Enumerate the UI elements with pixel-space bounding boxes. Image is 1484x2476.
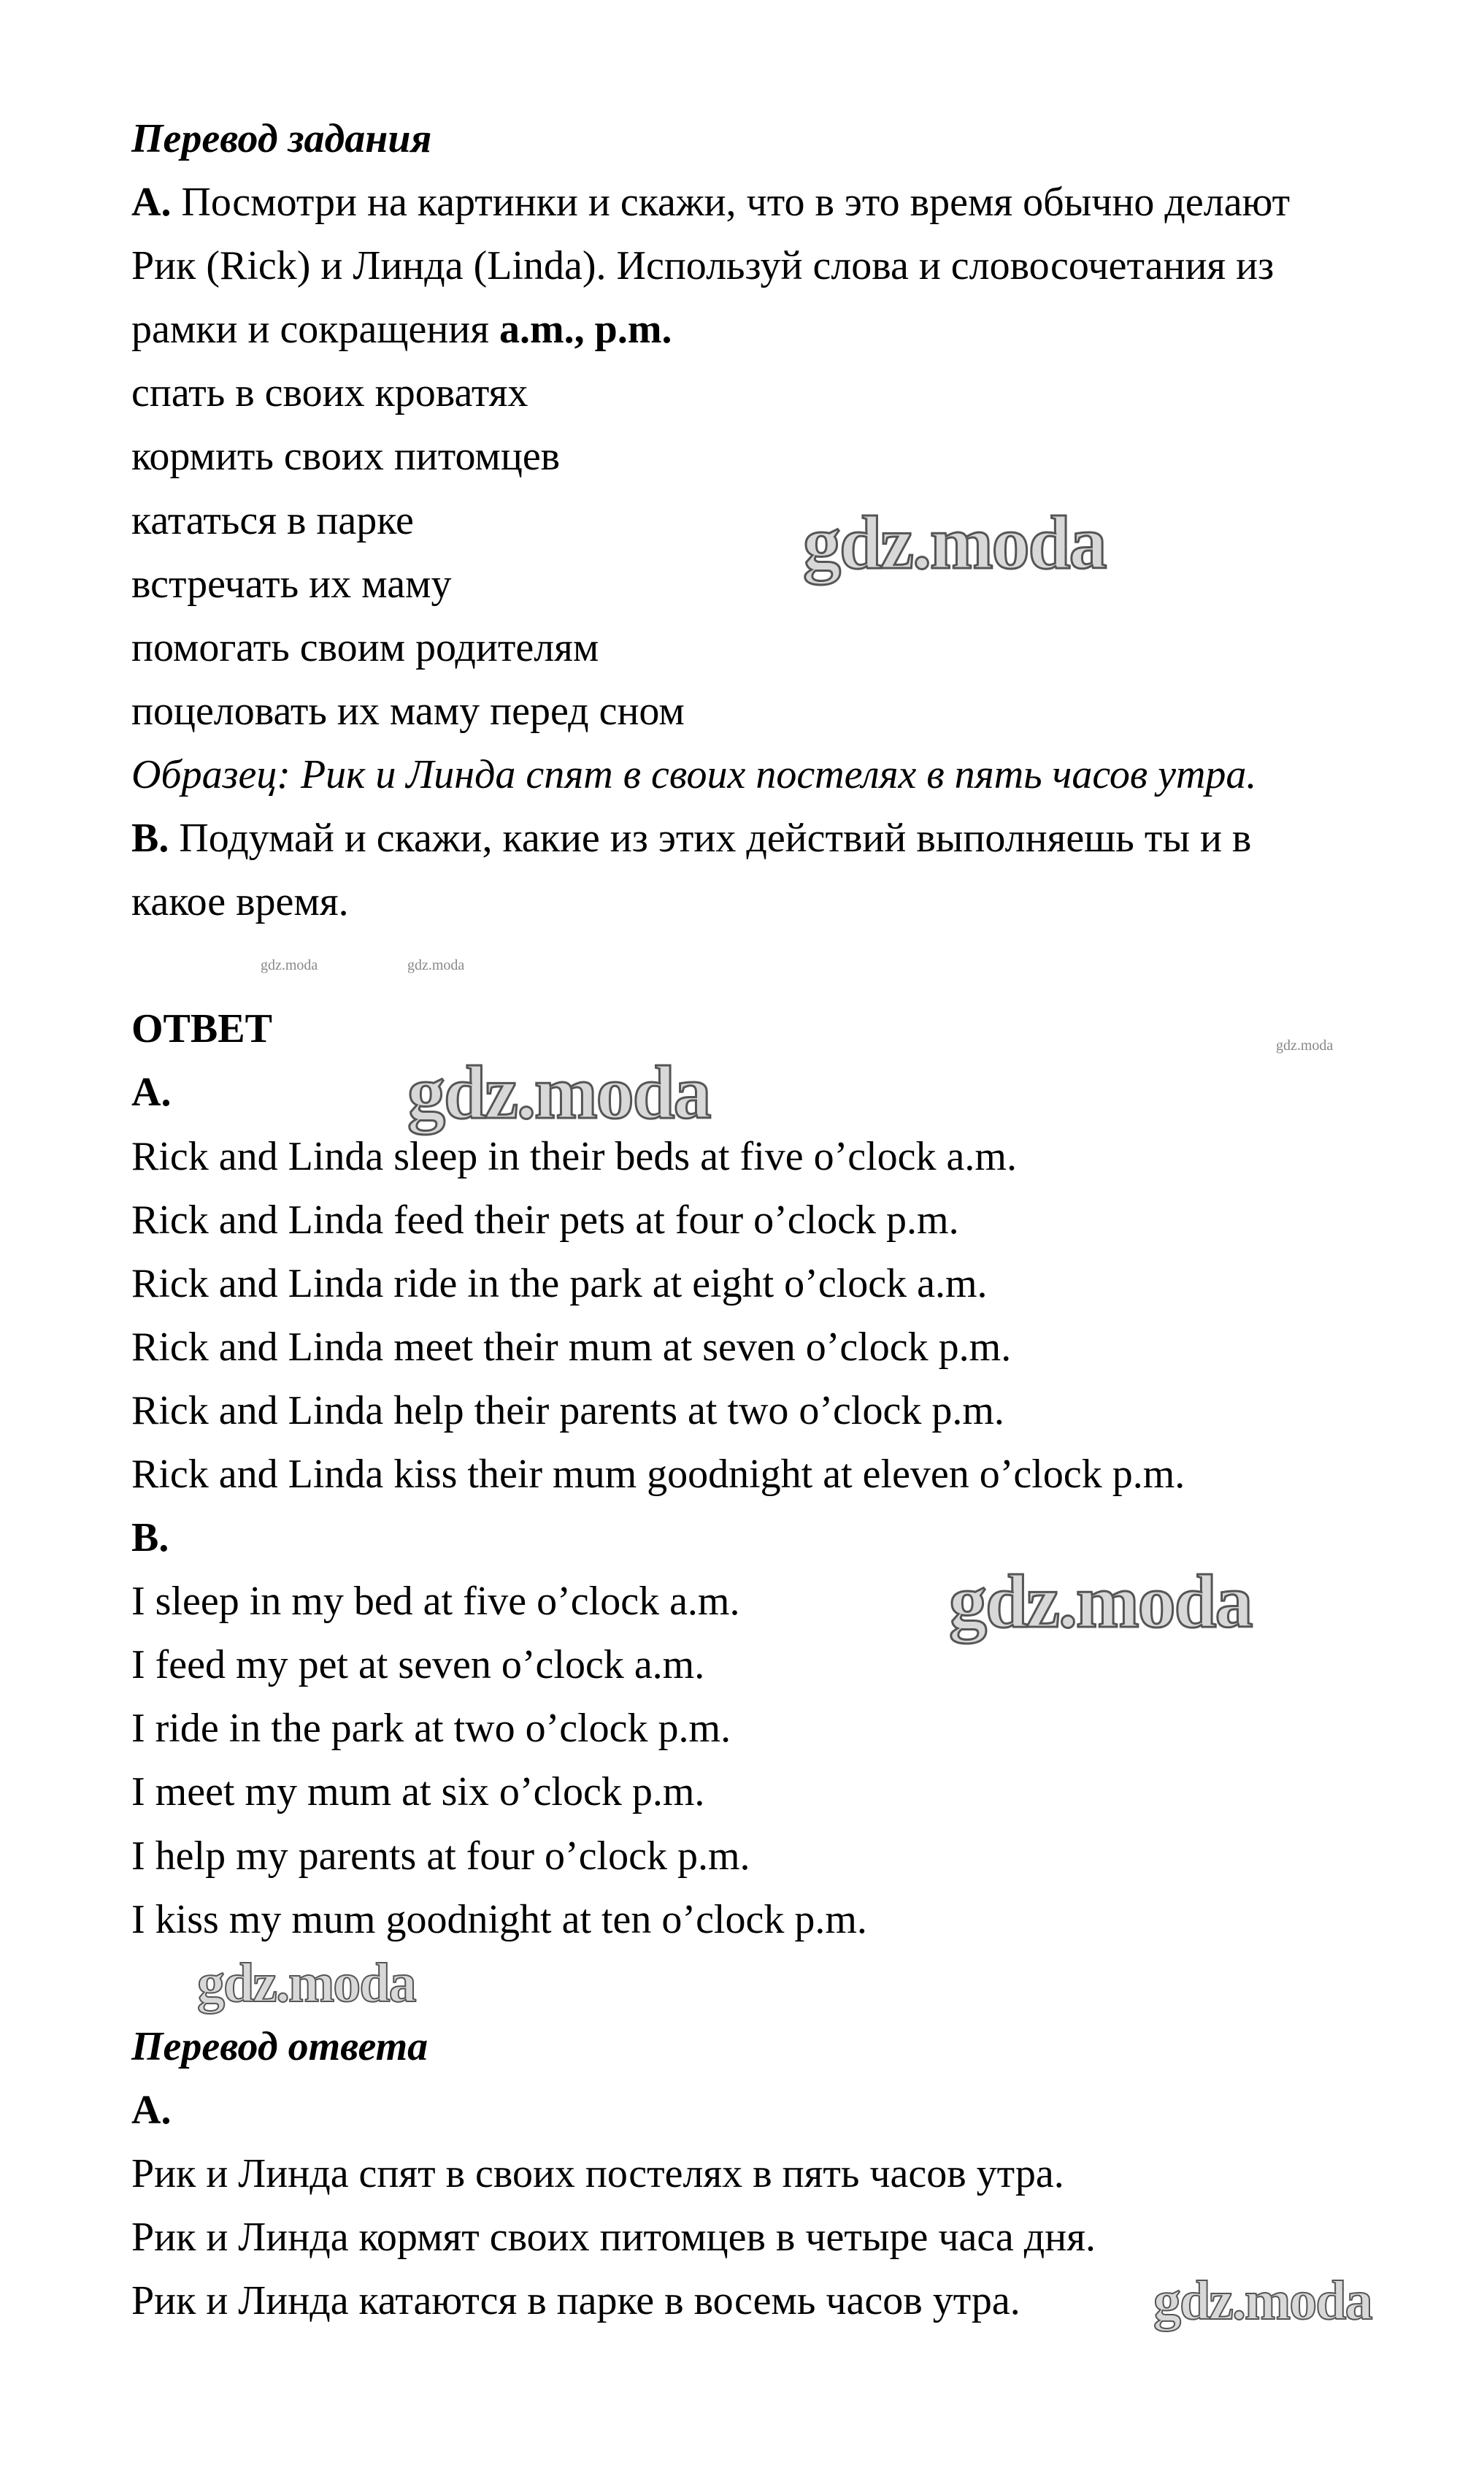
phrase: встречать их маму (131, 561, 452, 607)
answer-line: I sleep in my bed at five o’clock a.m. (131, 1579, 740, 1625)
answer-line: Rick and Linda ride in the park at eight o’clock a.m. (131, 1260, 988, 1306)
answer-b-label: B. (131, 1515, 169, 1561)
example: Образец: Рик и Линда спят в своих постелях в пять часов утра. (131, 751, 1257, 797)
abbreviations: a.m., p.m. (499, 307, 672, 353)
answer-a-label: A. (131, 1070, 172, 1116)
answer-line: Rick and Linda feed their pets at four o’clock p.m. (131, 1197, 959, 1243)
watermark: gdz.moda (1153, 2270, 1372, 2331)
answer-line: I help my parents at four o’clock p.m. (131, 1833, 750, 1879)
task-a-text: Посмотри на картинки и скажи, что в это время обычно делают (171, 180, 1291, 226)
phrase: кормить своих питомцев (131, 434, 561, 480)
watermark: gdz.moda (803, 501, 1106, 585)
task-b-text: Подумай и скажи, какие из этих действий выполняешь ты и в (169, 816, 1252, 862)
task-a-line-3 (131, 298, 1416, 361)
task-translation-heading: Перевод задания (131, 116, 432, 161)
watermark-small: gdz.moda (407, 957, 465, 973)
answer-line: Rick and Linda sleep in their beds at five o’clock a.m. (131, 1133, 1017, 1179)
answer-line: Rick and Linda meet their mum at seven o’clock p.m. (131, 1324, 1012, 1370)
task-a-line-1 (131, 171, 1416, 234)
task-a-line-2: Рик (Rick) и Линда (Linda). Используй слова и словосочетания из (131, 243, 1275, 289)
task-b-label: B. (131, 816, 169, 862)
answer-heading: ОТВЕТ (131, 1006, 272, 1052)
phrase: помогать своим родителям (131, 624, 599, 670)
answer-translation-a-label: A. (131, 2087, 172, 2133)
translation-line: Рик и Линда кормят своих питомцев в четыре часа дня. (131, 2215, 1096, 2261)
spacer (131, 934, 1416, 997)
answer-line: I feed my pet at seven o’clock a.m. (131, 1642, 705, 1688)
watermark: gdz.moda (949, 1560, 1252, 1644)
task-b-line-2: какое время. (131, 879, 349, 925)
watermark-small: gdz.moda (1276, 1038, 1334, 1054)
task-b-line-1 (131, 807, 1416, 870)
answer-translation-heading: Перевод ответа (131, 2023, 428, 2069)
watermark: gdz.moda (407, 1051, 710, 1135)
phrase: спать в своих кроватях (131, 370, 528, 416)
answer-line: Rick and Linda help their parents at two o’clock p.m. (131, 1387, 1004, 1433)
phrase: поцеловать их маму перед сном (131, 688, 685, 734)
watermark-small: gdz.moda (261, 957, 318, 973)
task-a-label: A. (131, 180, 172, 226)
answer-line: Rick and Linda kiss their mum goodnight at eleven o’clock p.m. (131, 1451, 1185, 1497)
answer-line: I meet my mum at six o’clock p.m. (131, 1769, 705, 1815)
phrase: кататься в парке (131, 497, 414, 543)
watermark: gdz.moda (197, 1952, 415, 2014)
answer-line: I kiss my mum goodnight at ten o’clock p.m. (131, 1896, 867, 1942)
task-a-text-3: рамки и сокращения (131, 307, 500, 353)
translation-line: Рик и Линда спят в своих постелях в пять часов утра. (131, 2151, 1064, 2196)
translation-line: Рик и Линда катаются в парке в восемь часов утра. (131, 2278, 1020, 2324)
answer-line: I ride in the park at two o’clock p.m. (131, 1706, 731, 1752)
